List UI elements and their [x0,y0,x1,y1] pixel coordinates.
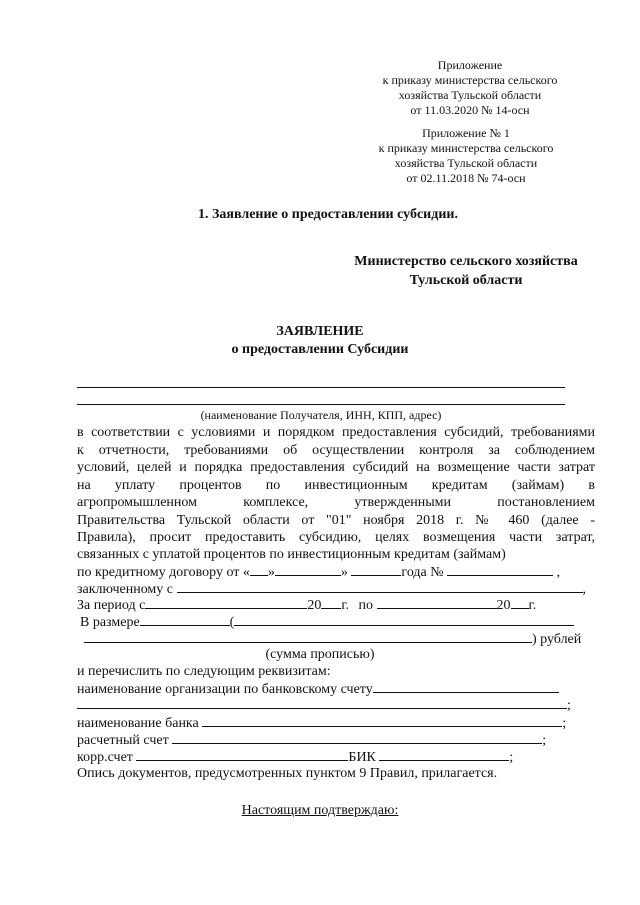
body-line: Правительства Тульской области от "01" ноября 2018 г. № 460 (далее - [77,512,595,528]
appendix1-line: хозяйства Тульской области [398,88,542,102]
appendix1-line: от 11.03.2020 № 14-осн [410,103,530,117]
amount-number-field[interactable] [140,613,230,626]
corr-account-row [77,748,513,766]
inventory-note: Опись документов, предусмотренных пунктом 9 Правил, прилагается. [77,766,498,781]
period-year-prefix: 20 [307,598,322,613]
period-g: г. [341,598,350,613]
bik-field[interactable] [379,748,509,761]
bank-name-row [77,714,566,732]
org-name-label: наименование организации по банковскому счету [77,682,373,697]
confirm-heading: Настоящим подтверждаю: [241,803,399,818]
corr-account-end: ; [509,750,514,765]
period-end-year-field[interactable] [511,596,529,609]
org-name-row-2 [77,696,571,714]
body-line: в соответствии с условиями и порядком предоставления субсидий, требованиями [77,425,595,440]
body-line: к отчетности, требованиями об осуществлении контроля за соблюдением [77,442,595,458]
appendix-block-2 [356,126,576,186]
corr-account-label: корр.счет [77,750,133,765]
document-subtitle: о предоставлении Субсидии [231,342,409,357]
body-line: на уплату процентов по инвестиционным кредитам (займам) в [77,477,595,493]
org-name-end: ; [567,698,571,713]
period-row [77,596,536,614]
concluded-with-end: , [582,582,587,597]
bank-name-end: ; [562,716,567,731]
credit-contract-row [77,563,560,581]
credit-contract-prefix: по кредитному договору от « [77,565,250,580]
addressee-line: Министерство сельского хозяйства [354,254,578,269]
recipient-line-2[interactable] [77,404,565,405]
transfer-intro: и перечислить по следующим реквизитам: [77,664,331,679]
appendix1-line: Приложение [437,58,503,72]
body-last-line: связанных с уплатой процентов по инвестиционным кредитам (займам) [77,547,506,562]
amount-end: ) рублей [532,632,582,647]
amount-caption: (сумма прописью) [265,647,375,662]
bank-name-field[interactable] [202,714,562,727]
amount-paren: ( [229,615,235,630]
account-end: ; [542,733,547,748]
account-field[interactable] [172,731,542,744]
section-title: 1. Заявление о предоставлении субсидии. [198,207,458,222]
addressee [336,253,596,289]
addressee-line: Тульской области [409,273,523,288]
concluded-with-field[interactable] [177,580,583,593]
appendix2-line: Приложение № 1 [422,126,510,140]
body-line: Правила), просит предоставить субсидию, целях возмещения части затрат, [77,530,595,545]
concluded-with-label: заключенному с [77,582,174,597]
org-name-field[interactable] [373,680,559,693]
amount-row [80,613,574,631]
period-start-field[interactable] [145,596,307,609]
recipient-caption: (наименование Получателя, ИНН, КПП, адрес) [200,408,442,422]
period-g-2: г. [528,598,537,613]
account-row [77,731,546,749]
body-line: агропромышленном комплексе, утвержденными постановлением [77,495,595,510]
document-title: ЗАЯВЛЕНИЕ [276,324,364,339]
period-end-field[interactable] [377,596,497,609]
amount-label: В размере [80,615,140,630]
amount-words-field[interactable] [234,613,574,626]
account-label: расчетный счет [77,733,169,748]
period-year-prefix-2: 20 [496,598,511,613]
period-to: по [358,598,374,613]
credit-contract-quote: » [267,565,275,580]
appendix1-line: к приказу министерства сельского [382,73,558,87]
credit-contract-end: , [556,565,561,580]
appendix2-line: хозяйства Тульской области [394,156,538,170]
appendix2-line: к приказу министерства сельского [378,141,554,155]
appendix2-line: от 02.11.2018 № 74-осн [406,171,526,185]
bik-label: БИК [348,750,376,765]
contract-number-field[interactable] [447,563,553,576]
amount-words-field-2[interactable] [84,630,532,643]
org-name-field-2[interactable] [77,696,567,709]
body-line: условий, целей и порядка предоставления субсидий на возмещение части затрат [77,460,595,475]
period-label: За период с [77,598,146,613]
period-start-year-field[interactable] [321,596,341,609]
contract-day-field[interactable] [250,563,268,576]
credit-contract-year: года № [401,565,444,580]
bank-name-label: наименование банка [77,716,199,731]
contract-month-field[interactable] [275,563,341,576]
appendix-block-1 [360,58,580,118]
contract-year-field[interactable] [351,563,401,576]
corr-account-field[interactable] [136,748,348,761]
recipient-line-1[interactable] [77,387,565,388]
credit-contract-quote2: » [340,565,348,580]
